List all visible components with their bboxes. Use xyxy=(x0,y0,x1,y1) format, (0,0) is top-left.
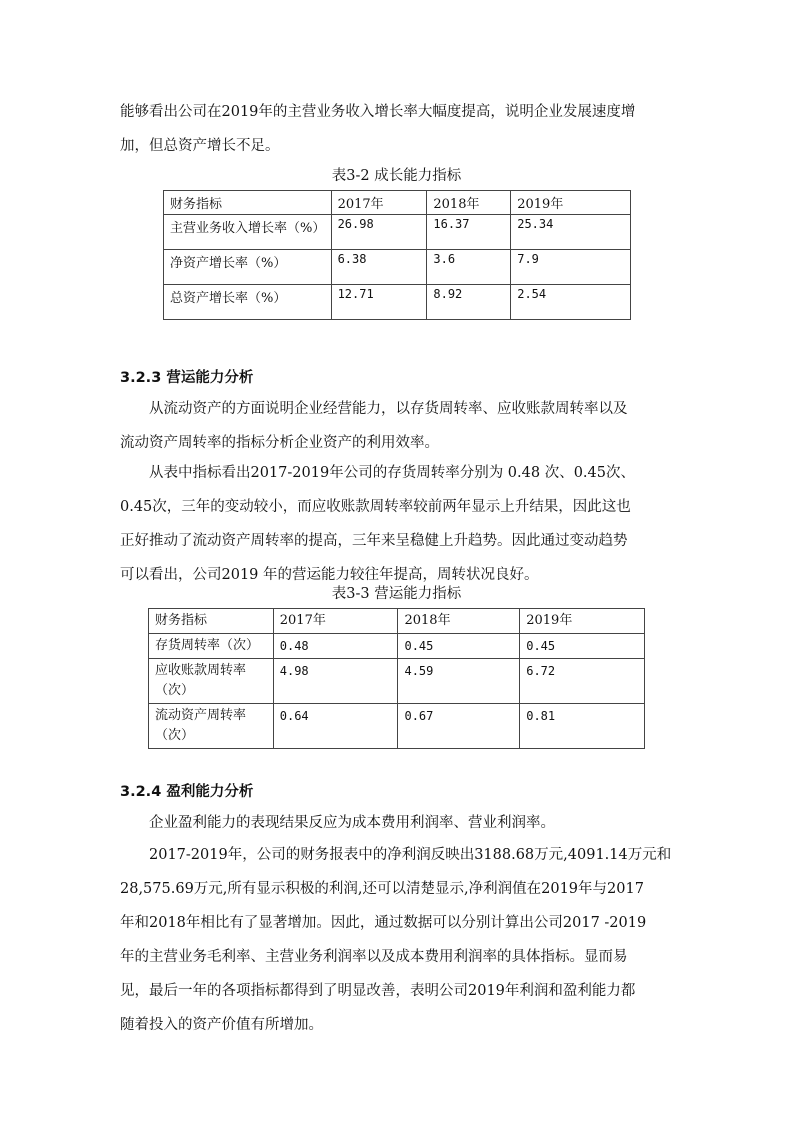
value-cell: 26.98 xyxy=(331,215,427,250)
indicator-cell xyxy=(149,659,274,704)
text-line: 从流动资产的方面说明企业经营能力，以存货周转率、应收账款周转率以及 xyxy=(149,401,628,417)
intro-paragraph xyxy=(120,95,680,163)
text-line: 企业盈利能力的表现结果反应为成本费用利润率、营业利润率。 xyxy=(149,815,555,831)
value-cell: 2.54 xyxy=(511,285,631,320)
value-cell: 0.48 xyxy=(273,634,398,659)
value-cell: 3.6 xyxy=(427,250,511,285)
value-cell: 16.37 xyxy=(427,215,511,250)
table-row xyxy=(164,215,631,250)
section-heading-3-2-3: 3.2.3 营运能力分析 xyxy=(120,370,254,386)
text-line: 能够看出公司在2019年的主营业务收入增长率大幅度提高，说明企业发展速度增 xyxy=(120,104,636,120)
text-line: 随着投入的资产价值有所增加。 xyxy=(120,1017,323,1033)
text-line: 流动资产周转率的指标分析企业资产的利用效率。 xyxy=(120,435,439,451)
table-header-row xyxy=(164,191,631,215)
indicator-cell xyxy=(149,704,274,749)
table-row xyxy=(164,250,631,285)
text-line: 28,575.69万元,所有显示积极的利润,还可以清楚显示,净利润值在2019年与2017 xyxy=(120,881,644,897)
table-row xyxy=(164,285,631,320)
header-cell: 财务指标 xyxy=(149,609,274,634)
value-cell: 6.72 xyxy=(520,659,645,704)
section2-paragraph-2 xyxy=(120,838,680,1042)
value-cell: 12.71 xyxy=(331,285,427,320)
section1-paragraph-1 xyxy=(120,392,680,460)
text-line: 0.45次，三年的变动较小，而应收账款周转率较前两年显示上升结果，因此这也 xyxy=(120,499,631,515)
growth-indicator-table xyxy=(163,190,631,320)
indicator-cell: 主营业务收入增长率（%） xyxy=(164,215,332,250)
header-cell: 2017年 xyxy=(273,609,398,634)
table-row xyxy=(149,634,645,659)
section-heading-3-2-4: 3.2.4 盈利能力分析 xyxy=(120,784,254,800)
value-cell: 6.38 xyxy=(331,250,427,285)
operating-indicator-table xyxy=(148,608,645,749)
table-row xyxy=(149,704,645,749)
section1-paragraph-2 xyxy=(120,456,680,592)
table-row xyxy=(149,659,645,704)
indicator-cell xyxy=(149,634,274,659)
value-cell: 7.9 xyxy=(511,250,631,285)
header-cell: 财务指标 xyxy=(164,191,332,215)
indicator-label: 流动资产周转率 xyxy=(155,708,247,723)
text-line: 从表中指标看出2017-2019年公司的存货周转率分别为 0.48 次、0.45次、 xyxy=(149,465,635,481)
indicator-unit: （次） xyxy=(155,683,195,698)
value-cell: 4.59 xyxy=(398,659,520,704)
value-cell: 25.34 xyxy=(511,215,631,250)
indicator-cell: 净资产增长率（%） xyxy=(164,250,332,285)
text-line: 可以看出，公司2019 年的营运能力较往年提高，周转状况良好。 xyxy=(120,567,539,583)
text-line: 加，但总资产增长不足。 xyxy=(120,138,280,154)
table-3-3-caption: 表3-3 营运能力指标 xyxy=(331,586,462,602)
header-cell: 2018年 xyxy=(398,609,520,634)
text-line: 正好推动了流动资产周转率的提高，三年来呈稳健上升趋势。因此通过变动趋势 xyxy=(120,533,628,549)
header-cell: 2019年 xyxy=(511,191,631,215)
indicator-label: 应收账款周转率 xyxy=(155,663,247,678)
indicator-unit: （次） xyxy=(155,728,195,743)
header-cell: 2019年 xyxy=(520,609,645,634)
text-line: 见，最后一年的各项指标都得到了明显改善，表明公司2019年利润和盈利能力都 xyxy=(120,983,636,999)
value-cell: 8.92 xyxy=(427,285,511,320)
header-cell: 2018年 xyxy=(427,191,511,215)
header-cell: 2017年 xyxy=(331,191,427,215)
text-line: 年和2018年相比有了显著增加。因此，通过数据可以分别计算出公司2017 -2019 xyxy=(120,915,647,931)
value-cell: 0.64 xyxy=(273,704,398,749)
text-line: 年的主营业务毛利率、主营业务利润率以及成本费用利润率的具体指标。显而易 xyxy=(120,949,628,965)
table-3-2-caption: 表3-2 成长能力指标 xyxy=(331,168,462,184)
value-cell: 0.45 xyxy=(398,634,520,659)
value-cell: 0.81 xyxy=(520,704,645,749)
indicator-cell: 总资产增长率（%） xyxy=(164,285,332,320)
indicator-label: 存货周转率（次） xyxy=(155,638,260,653)
value-cell: 0.67 xyxy=(398,704,520,749)
text-line: 2017-2019年，公司的财务报表中的净利润反映出3188.68万元,4091.14万元和 xyxy=(149,847,672,863)
value-cell: 4.98 xyxy=(273,659,398,704)
section2-paragraph-1 xyxy=(120,806,680,840)
value-cell: 0.45 xyxy=(520,634,645,659)
table-header-row xyxy=(149,609,645,634)
